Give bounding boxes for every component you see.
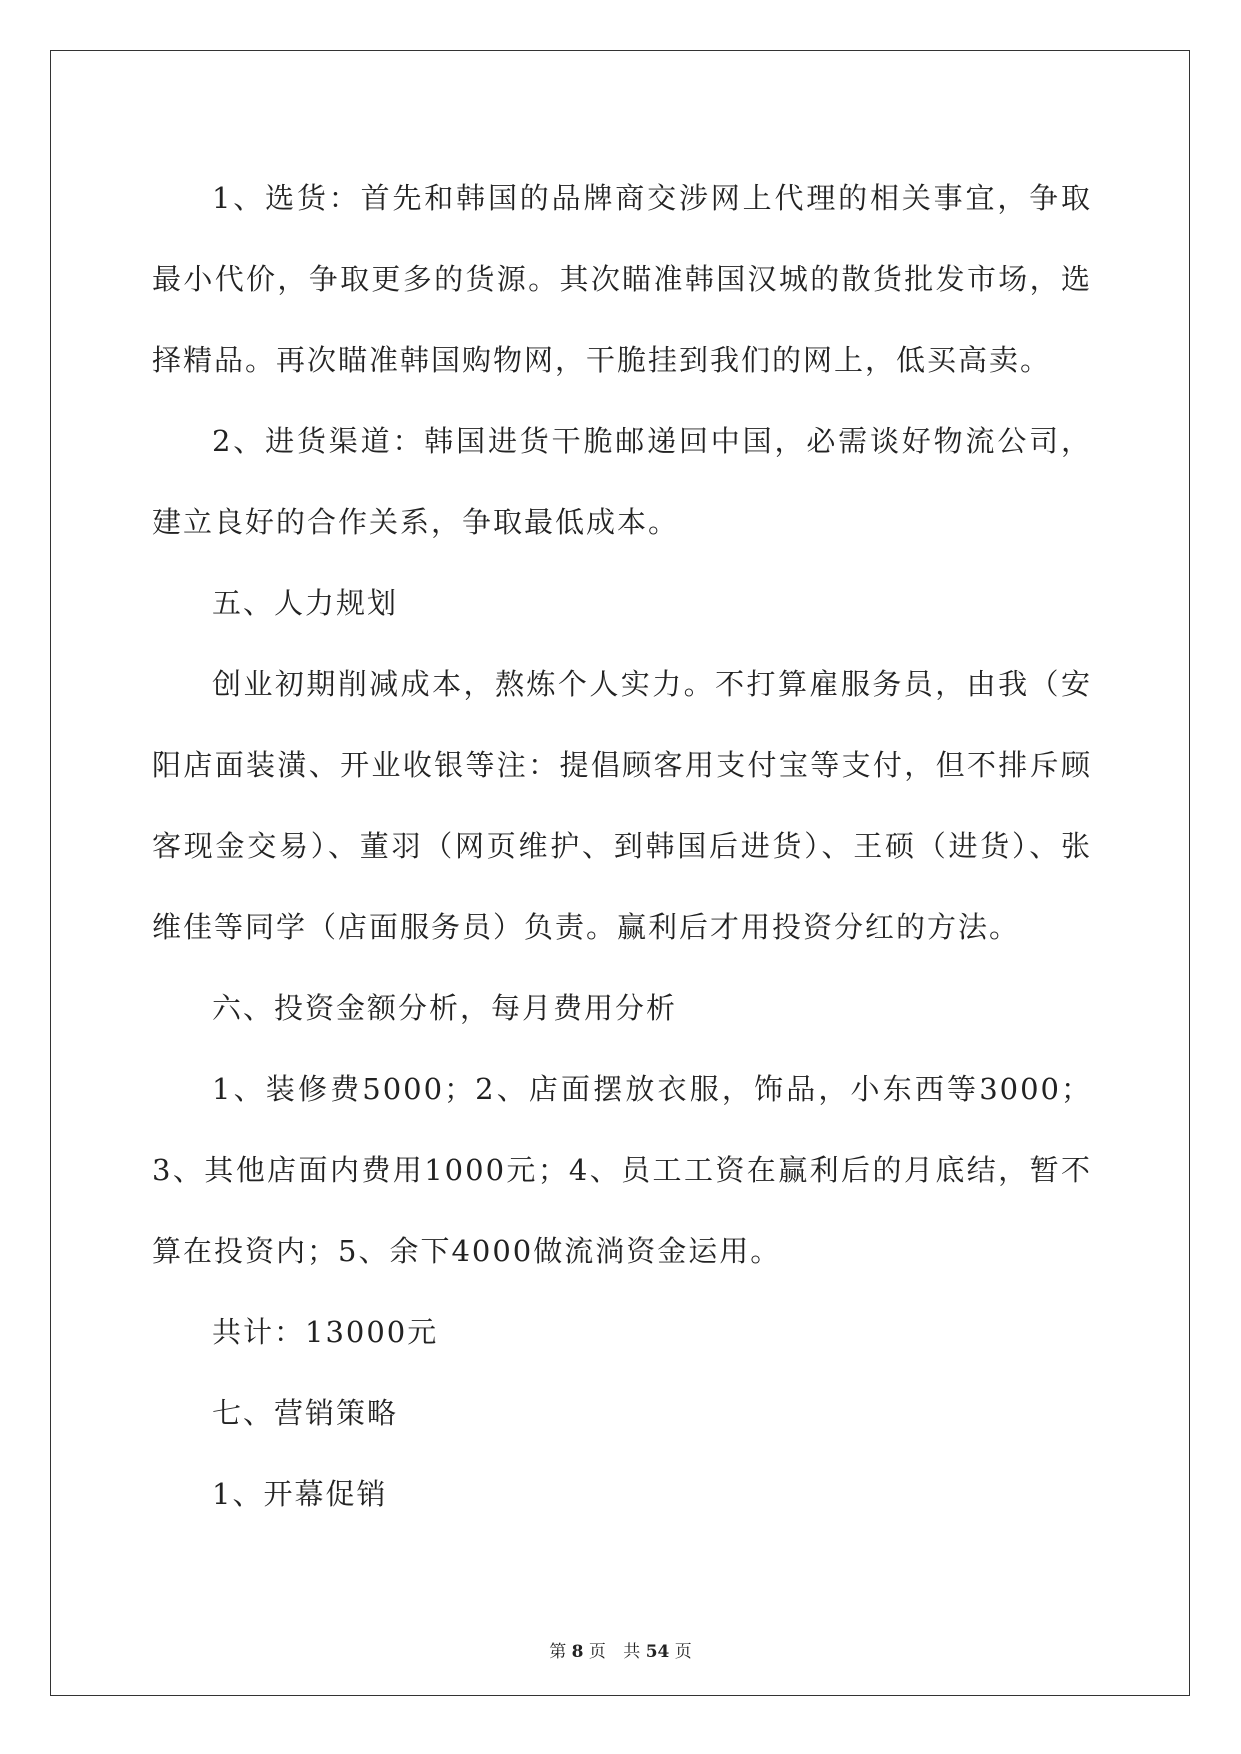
page-number-label: 第 8 页 — [549, 1642, 606, 1662]
total-pages-label: 共 54 页 — [623, 1642, 692, 1662]
page-footer — [0, 1637, 1241, 1662]
paragraph-investment-items: 1、装修费5000；2、店面摆放衣服，饰品，小东西等3000；3、其他店面内费用1000元；4、员工工资在赢利后的月底结，暂不算在投资内；5、余下4000做流淌资金运用。 — [152, 1072, 1092, 1268]
paragraph-total: 共计：13000元 — [212, 1315, 439, 1349]
document-body — [152, 158, 1092, 1535]
paragraph-staffing: 创业初期削减成本，熬炼个人实力。不打算雇服务员，由我（安阳店面装潢、开业收银等注：提倡顾客用支付宝等支付，但不排斥顾客现金交易）、董羽（网页维护、到韩国后进货）、王硕（进货）、张维佳等同学（店面服务员）负责。赢利后才用投资分红的方法。 — [152, 667, 1092, 944]
total-pages: 54 — [645, 1642, 670, 1662]
section-heading-staffing: 五、人力规划 — [212, 586, 399, 620]
section-heading-investment: 六、投资金额分析，每月费用分析 — [212, 991, 678, 1025]
paragraph-selection: 1、选货：首先和韩国的品牌商交涉网上代理的相关事宜，争取最小代价，争取更多的货源。其次瞄准韩国汉城的散货批发市场，选择精品。再次瞄准韩国购物网，干脆挂到我们的网上，低买高卖。 — [152, 181, 1092, 377]
section-heading-marketing: 七、营销策略 — [212, 1396, 399, 1430]
page-number: 8 — [571, 1642, 584, 1662]
subheading-opening-promotion: 1、开幕促销 — [212, 1477, 388, 1511]
paragraph-supply-channel: 2、进货渠道：韩国进货干脆邮递回中国，必需谈好物流公司，建立良好的合作关系，争取最低成本。 — [152, 424, 1092, 539]
